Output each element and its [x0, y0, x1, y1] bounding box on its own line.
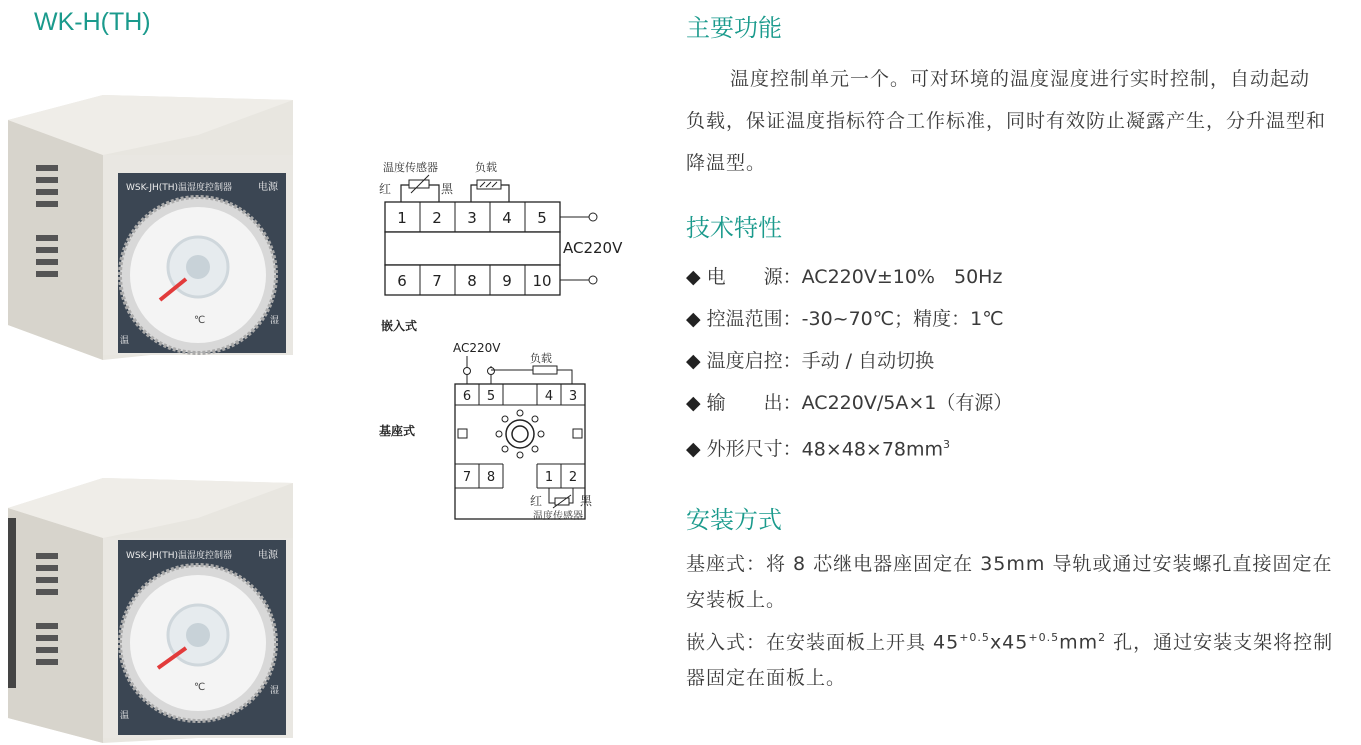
base-terminal-4: 4: [544, 389, 554, 404]
power-label-top: 电源: [258, 182, 278, 193]
install-embed-text: 嵌入式：在安装面板上开具 $45^{+0.5}x45^{+0.5}mm^2$ 孔，通过安装支架将控制器固定在面板上。: [686, 631, 1334, 690]
spec-value: 48×48×78mm: [801, 438, 944, 461]
diamond-icon: ◆: [686, 350, 701, 372]
install-title: 安装方式: [686, 506, 782, 534]
terminal-4: 4: [502, 209, 512, 227]
device-label-top: WSK-JH(TH)温湿度控制器: [126, 183, 233, 193]
diamond-icon: ◆: [686, 266, 701, 288]
dial-unit-bottom: ℃: [194, 682, 206, 693]
diamond-icon: ◆: [686, 392, 701, 414]
functions-title: 主要功能: [686, 14, 782, 42]
spec-item: [686, 304, 1004, 334]
red-label-embedded: 红: [379, 182, 392, 196]
humid-label-top: 湿: [270, 316, 280, 326]
black-label-base: 黑: [580, 494, 593, 508]
terminal-10: 10: [532, 272, 552, 290]
red-label-base: 红: [530, 494, 543, 508]
diamond-icon: ◆: [686, 308, 701, 330]
spec-value: AC220V±10% 50Hz: [801, 266, 1003, 288]
terminal-1: 1: [397, 209, 407, 227]
terminal-3: 3: [467, 209, 477, 227]
spec-label: 外形尺寸：: [706, 438, 802, 461]
supply-label-embedded: AC220V: [563, 239, 623, 257]
black-label-embedded: 黑: [441, 182, 454, 196]
specs-title: 技术特性: [686, 214, 782, 242]
terminal-7: 7: [432, 272, 442, 290]
load-label-embedded: 负载: [475, 161, 497, 174]
terminal-8: 8: [467, 272, 477, 290]
product-photo-top: [8, 95, 293, 360]
device-label-bottom: WSK-JH(TH)温湿度控制器: [126, 551, 233, 561]
terminal-5: 5: [537, 209, 547, 227]
terminal-2: 2: [432, 209, 442, 227]
humid-label-bottom: 湿: [270, 686, 280, 696]
base-terminal-2: 2: [568, 470, 578, 485]
sensor-label-base: 温度传感器: [533, 511, 583, 522]
spec-item: [686, 430, 950, 460]
spec-value: AC220V/5A×1（有源）: [801, 392, 1013, 414]
install-base-text: 基座式：将 8 芯继电器座固定在 35mm 导轨或通过安装螺孔直接固定在安装板上。: [686, 553, 1333, 611]
dial-unit-top: ℃: [194, 315, 206, 326]
product-photo-bottom: [8, 478, 293, 743]
power-label-bottom: 电源: [258, 550, 278, 561]
spec-value: -30~70℃；精度：1℃: [801, 308, 1004, 330]
spec-value: 手动 / 自动切换: [801, 350, 935, 372]
wiring-diagram-base: [375, 340, 635, 525]
terminal-9: 9: [502, 272, 512, 290]
spec-item: [686, 388, 1012, 418]
spec-label: 控温范围：: [706, 308, 802, 330]
base-terminal-6: 6: [462, 389, 472, 404]
diamond-icon: ◆: [686, 438, 701, 461]
functions-text: 温度控制单元一个。可对环境的温度湿度进行实时控制，自动起动负载，保证温度指标符合工作标准，同时有效防止凝露产生，分升温型和降温型。: [686, 68, 1327, 174]
load-label-base: 负载: [530, 352, 552, 365]
spec-item: [686, 346, 934, 376]
spec-label: 输 出：: [706, 392, 802, 414]
temp-label-bottom: 温: [120, 711, 130, 721]
spec-label: 电 源：: [706, 266, 802, 288]
spec-sup: 3: [943, 438, 951, 451]
spec-label: 温度启控：: [706, 350, 802, 372]
mode-label-base: 基座式: [379, 424, 416, 438]
temp-label-top: 温: [120, 336, 130, 346]
terminal-6: 6: [397, 272, 407, 290]
model-title: WK-H(TH): [34, 8, 151, 36]
supply-label-base: AC220V: [453, 341, 501, 355]
base-terminal-3: 3: [568, 389, 578, 404]
wiring-diagram-embedded: [375, 155, 645, 335]
base-terminal-1: 1: [544, 470, 554, 485]
mode-label-embedded: 嵌入式: [381, 319, 418, 333]
base-terminal-8: 8: [486, 470, 496, 485]
sensor-label-embedded: 温度传感器: [383, 161, 438, 174]
base-terminal-7: 7: [462, 470, 472, 485]
spec-item: [686, 262, 1002, 292]
base-terminal-5: 5: [486, 389, 496, 404]
